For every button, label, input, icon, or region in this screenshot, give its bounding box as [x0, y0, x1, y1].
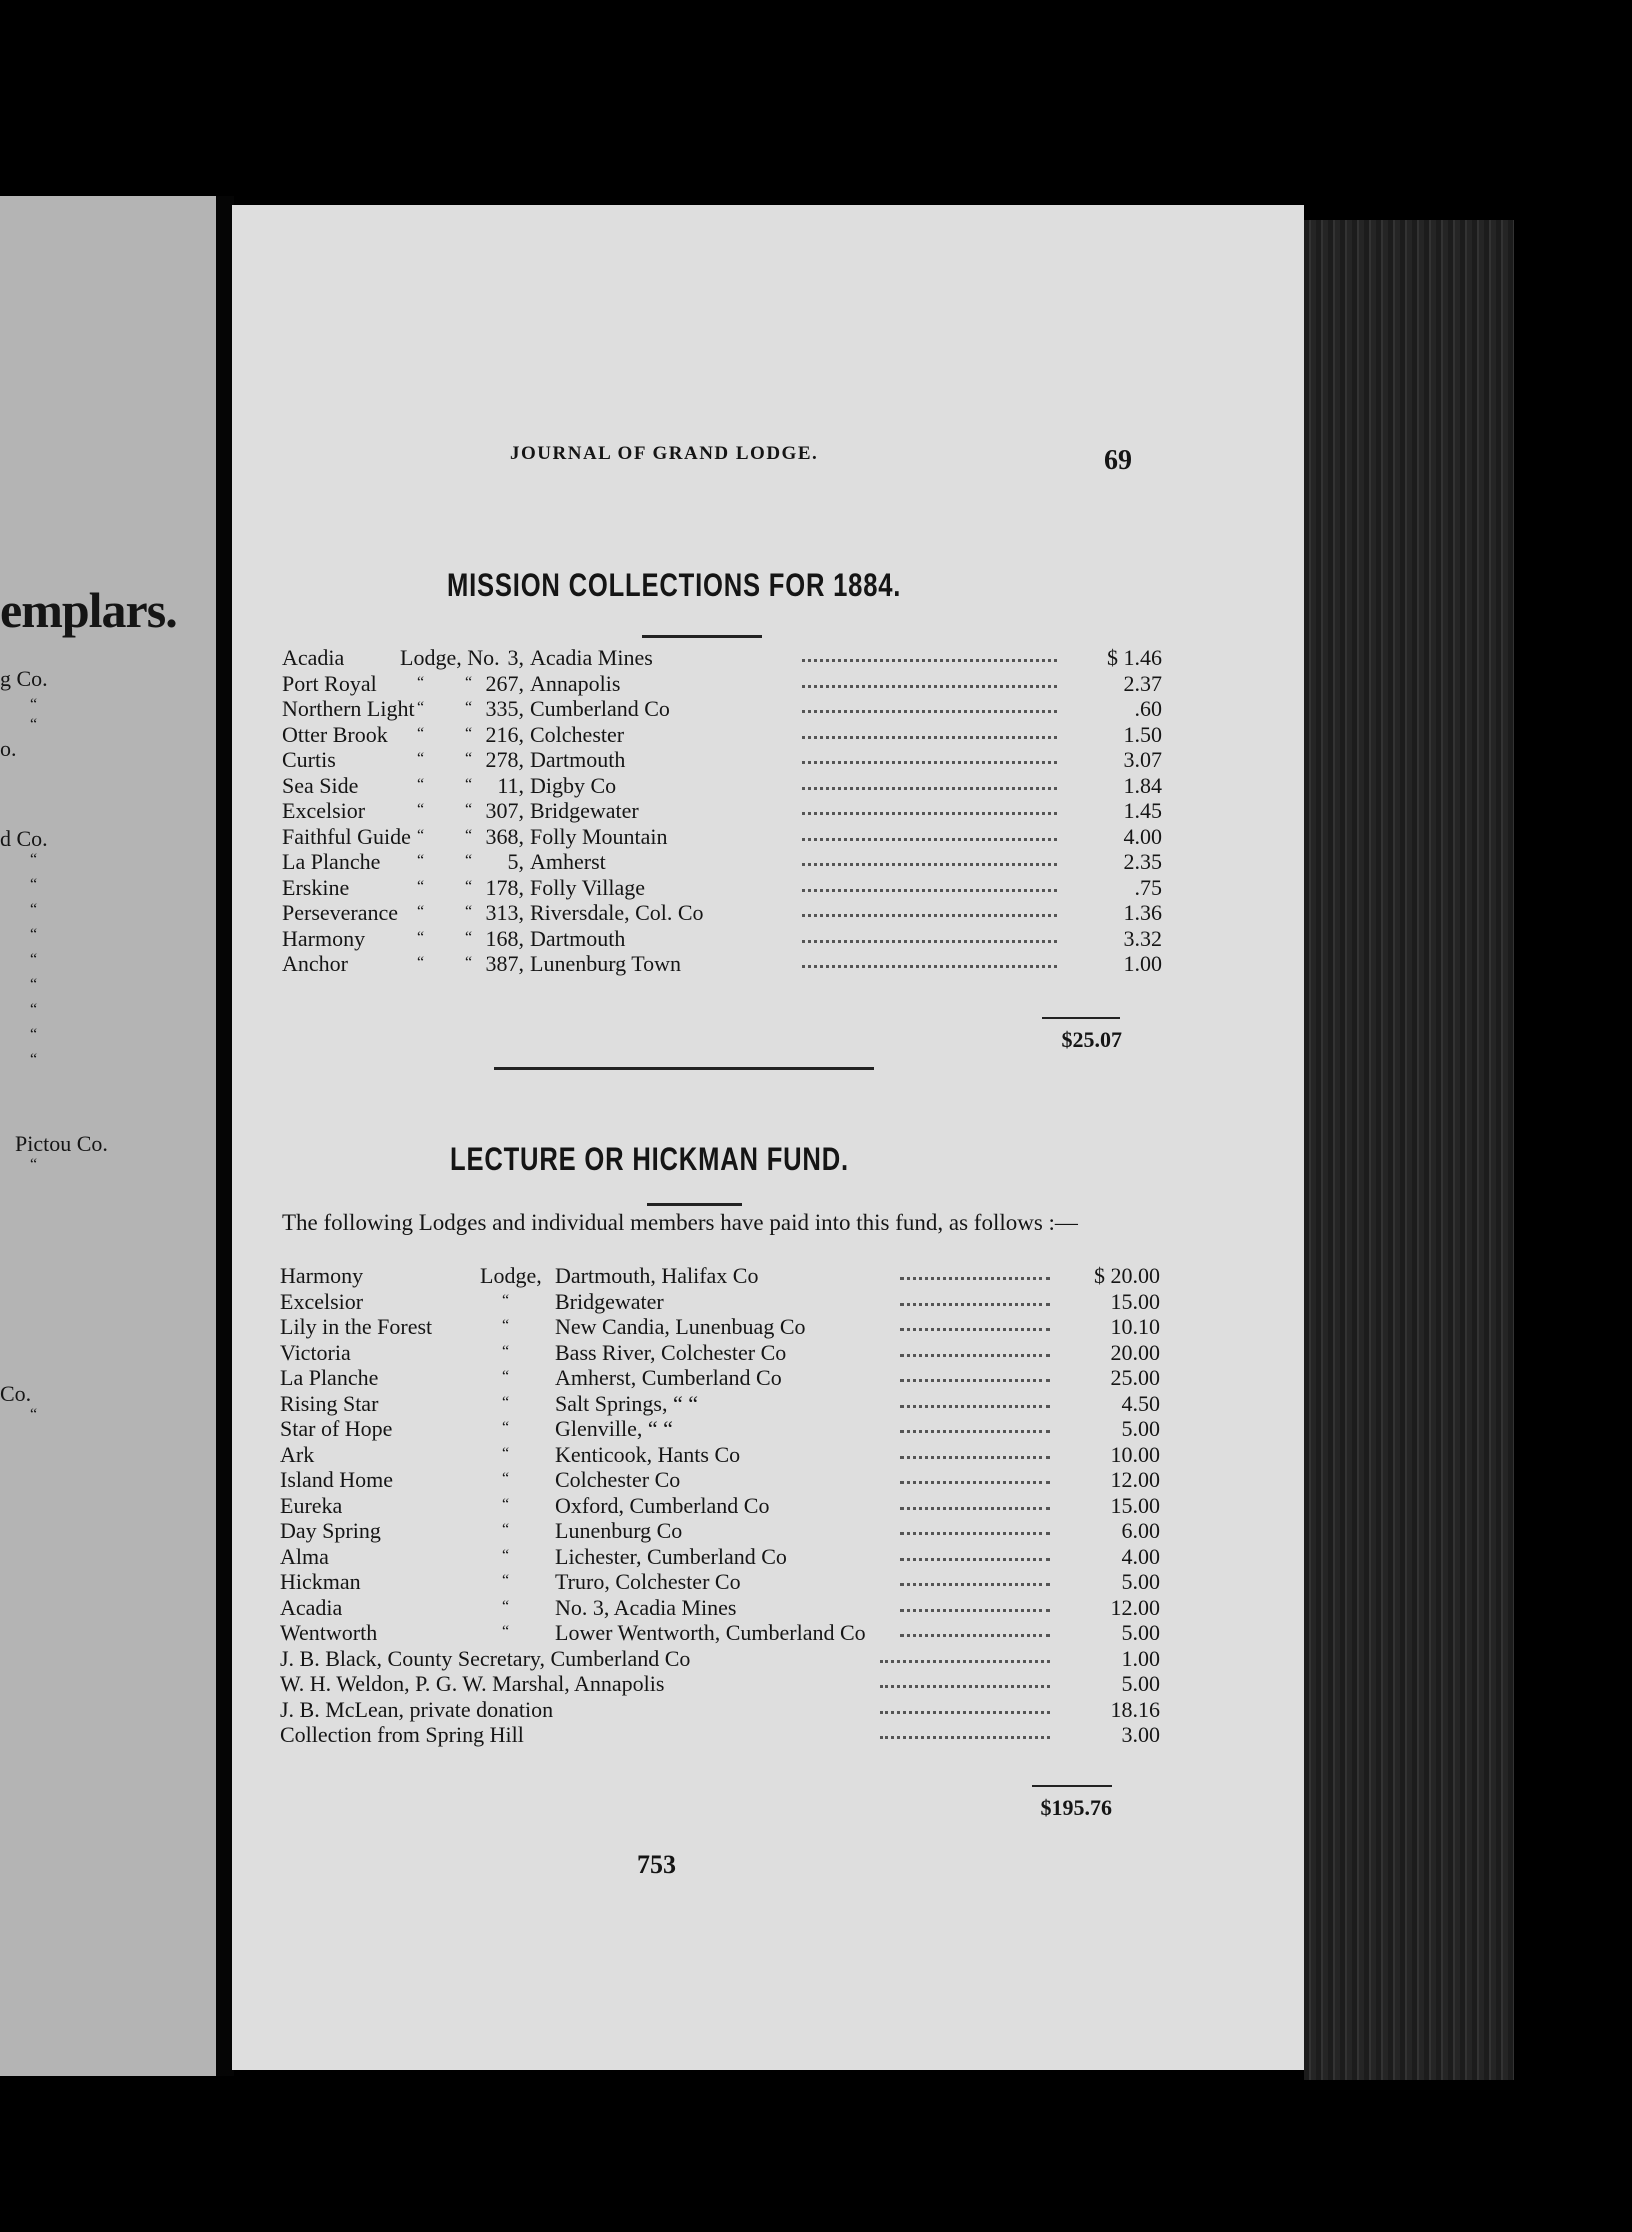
- ditto-mark: “: [30, 696, 38, 713]
- ditto-mark: “: [417, 724, 425, 742]
- leader-dots: [900, 1442, 1050, 1459]
- lodge-location: Lunenburg Co: [555, 1518, 683, 1543]
- lodge-name: Eureka: [280, 1492, 343, 1518]
- title-rule: [647, 1203, 742, 1206]
- page-number: 69: [1104, 445, 1132, 476]
- lodge-name: Wentworth: [280, 1620, 378, 1645]
- leader-dots: [900, 1340, 1050, 1357]
- lodge-number: 307,: [485, 798, 524, 823]
- table-row: [282, 951, 1162, 976]
- lodge-name: Hickman: [280, 1569, 361, 1594]
- lodge-location: Lichester, Cumberland Co: [555, 1543, 787, 1569]
- table-row: [282, 875, 1162, 900]
- ditto-mark: “: [30, 901, 38, 918]
- left-page: [0, 196, 220, 2076]
- title-rule: [642, 635, 762, 638]
- table-row: [280, 1289, 1160, 1314]
- lodge-label: Lodge, No.: [400, 645, 500, 670]
- table-row: [280, 1646, 1160, 1671]
- amount: $ 20.00: [1094, 1263, 1160, 1288]
- ditto-mark: “: [30, 951, 38, 968]
- ditto-mark: “: [465, 928, 473, 946]
- left-page-line: g Co.: [0, 666, 48, 691]
- contributor: W. H. Weldon, P. G. W. Marshal, Annapolis: [280, 1671, 665, 1696]
- lodge-name: Curtis: [282, 747, 336, 772]
- lodge-name: Lily in the Forest: [280, 1314, 433, 1339]
- lodge-location: New Candia, Lunenbuag Co: [555, 1314, 806, 1339]
- table-row: [280, 1671, 1160, 1696]
- leader-dots: [802, 951, 1057, 968]
- lodge-location: Dartmouth: [530, 747, 626, 772]
- ditto-mark: “: [502, 1572, 510, 1589]
- ditto-mark: “: [417, 775, 425, 793]
- lodge-location: Glenville, “ “: [555, 1416, 673, 1441]
- hickman-title: LECTURE OR HICKMAN FUND.: [450, 1141, 849, 1177]
- total-rule: [1032, 1785, 1112, 1787]
- leader-dots: [900, 1518, 1050, 1535]
- lodge-number: 313,: [485, 900, 524, 925]
- ditto-mark: “: [30, 876, 38, 893]
- lodge-location: Oxford, Cumberland Co: [555, 1492, 770, 1518]
- table-row: [280, 1493, 1160, 1518]
- ditto-mark: “: [30, 976, 38, 993]
- lodge-name: Ark: [280, 1441, 315, 1467]
- lodge-name: Perseverance: [282, 900, 399, 925]
- table-row: [280, 1340, 1160, 1365]
- amount: $ 1.46: [1107, 645, 1162, 670]
- table-row: [280, 1518, 1160, 1543]
- ditto-mark: “: [465, 673, 473, 691]
- ditto-mark: “: [30, 1406, 38, 1423]
- lodge-label: Lodge,: [480, 1263, 542, 1288]
- left-page-line: Pictou Co.: [15, 1131, 108, 1156]
- amount: 15.00: [1110, 1288, 1160, 1314]
- section-divider: [494, 1067, 874, 1070]
- lodge-location: Amherst, Cumberland Co: [555, 1365, 782, 1390]
- table-row: [280, 1722, 1160, 1747]
- leader-dots: [900, 1314, 1050, 1331]
- amount: 5.00: [1121, 1569, 1160, 1594]
- amount: 1.00: [1123, 951, 1162, 976]
- lodge-location: Folly Village: [530, 874, 645, 900]
- table-row: [282, 747, 1162, 772]
- left-page-title-fragment: emplars.: [0, 582, 177, 638]
- lodge-location: Folly Mountain: [530, 823, 668, 849]
- ditto-mark: “: [30, 851, 38, 868]
- lodge-name: Sea Side: [282, 772, 359, 798]
- lodge-name: Anchor: [282, 951, 348, 976]
- lodge-name: Northern Light: [282, 696, 415, 721]
- leader-dots: [900, 1263, 1050, 1280]
- ditto-mark: “: [502, 1419, 510, 1436]
- ditto-mark: “: [417, 750, 425, 767]
- table-row: [280, 1697, 1160, 1722]
- ditto-mark: “: [417, 852, 425, 869]
- ditto-mark: “: [465, 852, 473, 869]
- leader-dots: [802, 671, 1057, 688]
- amount: 18.16: [1110, 1696, 1160, 1722]
- leader-dots: [900, 1467, 1050, 1484]
- leader-dots: [802, 900, 1057, 917]
- leader-dots: [802, 696, 1057, 713]
- ditto-mark: “: [465, 877, 473, 895]
- lodge-location: Dartmouth, Halifax Co: [555, 1263, 759, 1288]
- ditto-mark: “: [30, 716, 38, 733]
- leader-dots: [802, 824, 1057, 841]
- ditto-mark: “: [465, 724, 473, 742]
- lodge-number: 335,: [485, 696, 524, 721]
- ditto-mark: “: [30, 1156, 38, 1173]
- leader-dots: [802, 747, 1057, 764]
- mission-total: $25.07: [1061, 1027, 1122, 1052]
- lodge-number: 216,: [485, 721, 524, 747]
- amount: 1.50: [1123, 721, 1162, 747]
- table-row: [282, 722, 1162, 747]
- ditto-mark: “: [502, 1623, 510, 1640]
- ditto-mark: “: [502, 1546, 510, 1564]
- table-row: [280, 1544, 1160, 1569]
- table-row: [280, 1442, 1160, 1467]
- lodge-name: Erskine: [282, 874, 350, 900]
- table-row: [282, 671, 1162, 696]
- leader-dots: [900, 1289, 1050, 1306]
- table-row: [282, 900, 1162, 925]
- lodge-name: Excelsior: [280, 1288, 364, 1314]
- ditto-mark: “: [30, 1051, 38, 1068]
- right-page: [232, 205, 1304, 2070]
- ditto-mark: “: [30, 1026, 38, 1043]
- lodge-name: Rising Star: [280, 1390, 379, 1416]
- leader-dots: [880, 1722, 1050, 1739]
- amount: 3.07: [1123, 747, 1162, 772]
- ditto-mark: “: [417, 928, 425, 946]
- amount: 15.00: [1110, 1492, 1160, 1518]
- table-row: [280, 1595, 1160, 1620]
- left-page-line: o.: [0, 736, 17, 761]
- table-row: [280, 1467, 1160, 1492]
- leader-dots: [802, 645, 1057, 662]
- ditto-mark: “: [417, 673, 425, 691]
- leader-dots: [802, 722, 1057, 739]
- amount: 4.00: [1123, 823, 1162, 849]
- amount: 12.00: [1110, 1594, 1160, 1620]
- lodge-number: 267,: [485, 670, 524, 696]
- leader-dots: [802, 926, 1057, 943]
- ditto-mark: “: [502, 1444, 510, 1462]
- leader-dots: [900, 1544, 1050, 1561]
- lodge-name: Star of Hope: [280, 1416, 393, 1441]
- ditto-mark: “: [465, 750, 473, 767]
- amount: 20.00: [1110, 1339, 1160, 1365]
- lodge-location: Salt Springs, “ “: [555, 1390, 698, 1416]
- lodge-location: Cumberland Co: [530, 696, 670, 721]
- folio: 753: [637, 1850, 676, 1879]
- lodge-location: Bridgewater: [530, 798, 639, 823]
- amount: 5.00: [1121, 1620, 1160, 1645]
- lodge-name: Acadia: [280, 1594, 343, 1620]
- lodge-name: Acadia: [282, 645, 345, 670]
- lodge-location: Riversdale, Col. Co: [530, 900, 704, 925]
- amount: 6.00: [1121, 1518, 1160, 1543]
- ditto-mark: “: [465, 801, 473, 818]
- lodge-name: Excelsior: [282, 798, 366, 823]
- lodge-location: Truro, Colchester Co: [555, 1569, 741, 1594]
- amount: 1.45: [1123, 798, 1162, 823]
- contributor: J. B. McLean, private donation: [280, 1696, 554, 1722]
- leader-dots: [900, 1493, 1050, 1510]
- leader-dots: [900, 1569, 1050, 1586]
- total-rule: [1042, 1017, 1120, 1019]
- ditto-mark: “: [417, 877, 425, 895]
- table-row: [280, 1569, 1160, 1594]
- lodge-name: Island Home: [280, 1467, 394, 1492]
- lodge-name: La Planche: [280, 1365, 379, 1390]
- ditto-mark: “: [465, 903, 473, 920]
- ditto-mark: “: [417, 699, 425, 716]
- amount: 1.00: [1121, 1645, 1160, 1671]
- ditto-mark: “: [502, 1495, 510, 1513]
- amount: 1.36: [1123, 900, 1162, 925]
- ditto-mark: “: [30, 926, 38, 943]
- ditto-mark: “: [417, 826, 425, 844]
- amount: 2.37: [1123, 670, 1162, 696]
- ditto-mark: “: [465, 699, 473, 716]
- ditto-mark: “: [417, 801, 425, 818]
- amount: 3.32: [1123, 925, 1162, 951]
- leader-dots: [880, 1646, 1050, 1663]
- amount: 1.84: [1123, 772, 1162, 798]
- table-row: [282, 926, 1162, 951]
- mission-title: MISSION COLLECTIONS FOR 1884.: [447, 567, 902, 603]
- lodge-location: Bridgewater: [555, 1288, 664, 1314]
- table-row: [280, 1391, 1160, 1416]
- ditto-mark: “: [417, 954, 425, 971]
- amount: 10.00: [1110, 1441, 1160, 1467]
- running-head: JOURNAL OF GRAND LODGE.: [510, 443, 819, 464]
- leader-dots: [802, 849, 1057, 866]
- leader-dots: [900, 1365, 1050, 1382]
- leader-dots: [900, 1620, 1050, 1637]
- table-row: [282, 696, 1162, 721]
- left-page-line: Co.: [0, 1381, 32, 1406]
- lodge-location: Annapolis: [530, 670, 621, 696]
- lodge-number: 387,: [485, 951, 524, 976]
- lodge-name: La Planche: [282, 849, 381, 874]
- table-row: [282, 773, 1162, 798]
- lodge-number: 5,: [507, 849, 524, 874]
- ditto-mark: “: [502, 1368, 510, 1385]
- lodge-number: 11,: [497, 772, 524, 798]
- leader-dots: [900, 1595, 1050, 1612]
- amount: 10.10: [1110, 1314, 1160, 1339]
- leader-dots: [900, 1391, 1050, 1408]
- lodge-name: Victoria: [280, 1339, 351, 1365]
- leader-dots: [802, 798, 1057, 815]
- lodge-location: Lower Wentworth, Cumberland Co: [555, 1620, 866, 1645]
- lodge-location: Digby Co: [530, 772, 617, 798]
- ditto-mark: “: [502, 1470, 510, 1487]
- lodge-name: Port Royal: [282, 670, 377, 696]
- amount: 5.00: [1121, 1416, 1160, 1441]
- lodge-location: Lunenburg Town: [530, 951, 682, 976]
- table-row: [282, 824, 1162, 849]
- lodge-location: Dartmouth: [530, 925, 626, 951]
- ditto-mark: “: [502, 1291, 510, 1309]
- ditto-mark: “: [502, 1317, 510, 1334]
- amount: 4.00: [1121, 1543, 1160, 1569]
- ditto-mark: “: [465, 954, 473, 971]
- lodge-location: Kenticook, Hants Co: [555, 1441, 741, 1467]
- leader-dots: [880, 1697, 1050, 1714]
- amount: .60: [1134, 696, 1162, 721]
- lodge-number: 178,: [485, 874, 524, 900]
- lodge-name: Faithful Guide: [282, 823, 411, 849]
- amount: 4.50: [1121, 1390, 1160, 1416]
- table-row: [280, 1620, 1160, 1645]
- table-row: [282, 645, 1162, 670]
- lodge-name: Harmony: [282, 925, 366, 951]
- lodge-name: Alma: [280, 1543, 329, 1569]
- ditto-mark: “: [502, 1597, 510, 1615]
- lodge-name: Harmony: [280, 1263, 364, 1288]
- ditto-mark: “: [502, 1521, 510, 1538]
- amount: .75: [1134, 874, 1162, 900]
- lodge-number: 3,: [507, 645, 524, 670]
- lodge-location: Acadia Mines: [530, 645, 653, 670]
- table-row: [280, 1416, 1160, 1441]
- table-row: [280, 1263, 1160, 1288]
- ditto-mark: “: [417, 903, 425, 920]
- table-row: [282, 849, 1162, 874]
- amount: 25.00: [1110, 1365, 1160, 1390]
- amount: 2.35: [1123, 849, 1162, 874]
- lodge-name: Day Spring: [280, 1518, 381, 1543]
- contributor: Collection from Spring Hill: [280, 1722, 524, 1747]
- table-row: [282, 798, 1162, 823]
- leader-dots: [880, 1671, 1050, 1688]
- hickman-total: $195.76: [1040, 1795, 1112, 1820]
- ditto-mark: “: [30, 1001, 38, 1018]
- hickman-intro: The following Lodges and individual members have paid into this fund, as follows :—: [282, 1210, 1078, 1235]
- left-page-line: d Co.: [0, 826, 48, 851]
- lodge-location: Colchester Co: [555, 1467, 681, 1492]
- contributor: J. B. Black, County Secretary, Cumberland Co: [280, 1645, 691, 1671]
- ditto-mark: “: [502, 1342, 510, 1360]
- table-row: [280, 1365, 1160, 1390]
- page-edges: [1304, 220, 1514, 2080]
- table-row: [280, 1314, 1160, 1339]
- ditto-mark: “: [502, 1393, 510, 1411]
- amount: 5.00: [1121, 1671, 1160, 1696]
- amount: 12.00: [1110, 1467, 1160, 1492]
- ditto-mark: “: [465, 826, 473, 844]
- leader-dots: [802, 875, 1057, 892]
- lodge-location: Colchester: [530, 721, 625, 747]
- lodge-location: No. 3, Acadia Mines: [555, 1594, 737, 1620]
- lodge-name: Otter Brook: [282, 721, 388, 747]
- lodge-number: 168,: [485, 925, 524, 951]
- ditto-mark: “: [465, 775, 473, 793]
- leader-dots: [900, 1416, 1050, 1433]
- lodge-number: 278,: [485, 747, 524, 772]
- lodge-location: Bass River, Colchester Co: [555, 1339, 787, 1365]
- lodge-number: 368,: [485, 823, 524, 849]
- lodge-location: Amherst: [530, 849, 606, 874]
- amount: 3.00: [1121, 1722, 1160, 1747]
- leader-dots: [802, 773, 1057, 790]
